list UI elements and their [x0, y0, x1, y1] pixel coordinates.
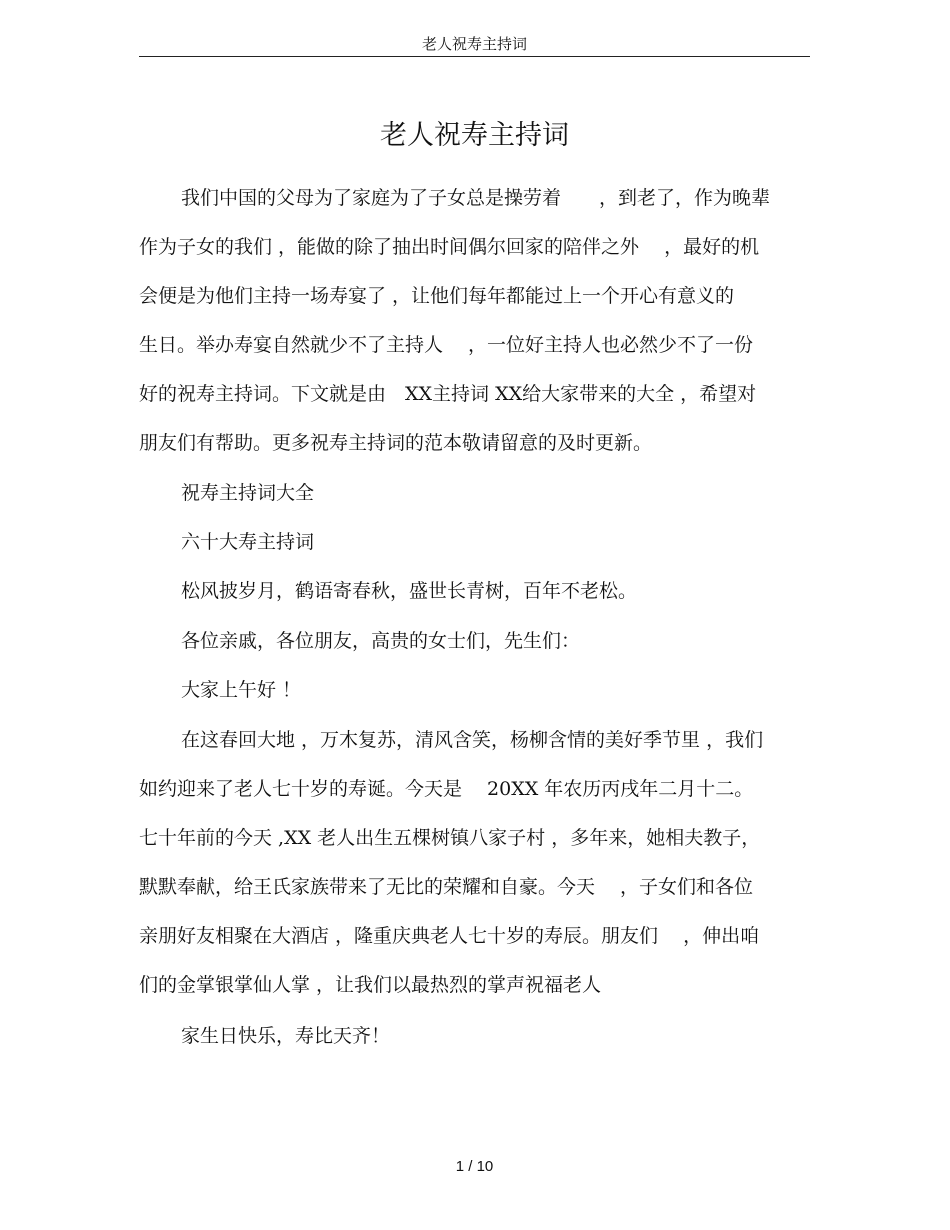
text-line: 会便是为他们主持一场寿宴了 ，让他们每年都能过上一个开心有意义的 — [139, 285, 735, 307]
subsection-heading — [139, 527, 810, 576]
page-number: 1 / 10 — [455, 1158, 494, 1175]
text-line: 家生日快乐，寿比天齐！ — [181, 1025, 391, 1047]
text-line: 们的金掌银掌仙人掌 ，让我们以最热烈的掌声祝福老人 — [139, 974, 602, 996]
text-line: 六十大寿主持词 — [181, 531, 315, 553]
text-line: 默默奉献，给王氏家族带来了无比的荣耀和自豪。今天 ，子女们和各位 — [139, 876, 754, 898]
text-line: 七十年前的今天 ,XX 老人出生五棵树镇八家子村 ，多年来，她相夫教子， — [139, 827, 761, 849]
text-line: 在这春回大地 ，万木复苏，清风含笑，杨柳含情的美好季节里 ，我们 — [181, 729, 764, 751]
paragraph-couplet — [139, 576, 810, 625]
text-line: 祝寿主持词大全 — [181, 482, 315, 504]
paragraph-good-morning — [139, 675, 810, 724]
paragraph-speech — [139, 725, 810, 1019]
text-line: 生日。举办寿宴自然就少不了主持人 ，一位好主持人也必然少不了一份 — [139, 334, 754, 356]
section-heading — [139, 478, 810, 527]
text-line: 朋友们有帮助。更多祝寿主持词的范本敬请留意的及时更新。 — [139, 432, 653, 454]
text-line: 亲朋好友相聚在大酒店 ，隆重庆典老人七十岁的寿辰。朋友们 ，伸出咱 — [139, 925, 760, 947]
document-title: 老人祝寿主持词 — [380, 120, 569, 151]
text-line: 如约迎来了老人七十岁的寿诞。今天是 20XX 年农历丙戌年二月十二。 — [139, 778, 754, 800]
paragraph-intro — [139, 183, 810, 477]
text-line: 大家上午好 ！ — [181, 679, 302, 701]
paragraph-blessing — [139, 1021, 810, 1070]
text-line: 作为子女的我们 ，能做的除了抽出时间偶尔回家的陪伴之外 ，最好的机 — [139, 236, 760, 258]
text-line: 各位亲戚，各位朋友，高贵的女士们，先生们： — [181, 630, 581, 652]
header-divider — [139, 56, 810, 57]
text-line: 松风披岁月，鹤语寄春秋，盛世长青树，百年不老松。 — [181, 580, 638, 602]
running-header: 老人祝寿主持词 — [421, 35, 527, 53]
paragraph-greeting — [139, 626, 810, 675]
text-line: 好的祝寿主持词。下文就是由 XX主持词 XX给大家带来的大全 ，希望对 — [139, 383, 757, 405]
text-line: 我们中国的父母为了家庭为了子女总是操劳着 ，到老了，作为晚辈 — [181, 187, 771, 209]
